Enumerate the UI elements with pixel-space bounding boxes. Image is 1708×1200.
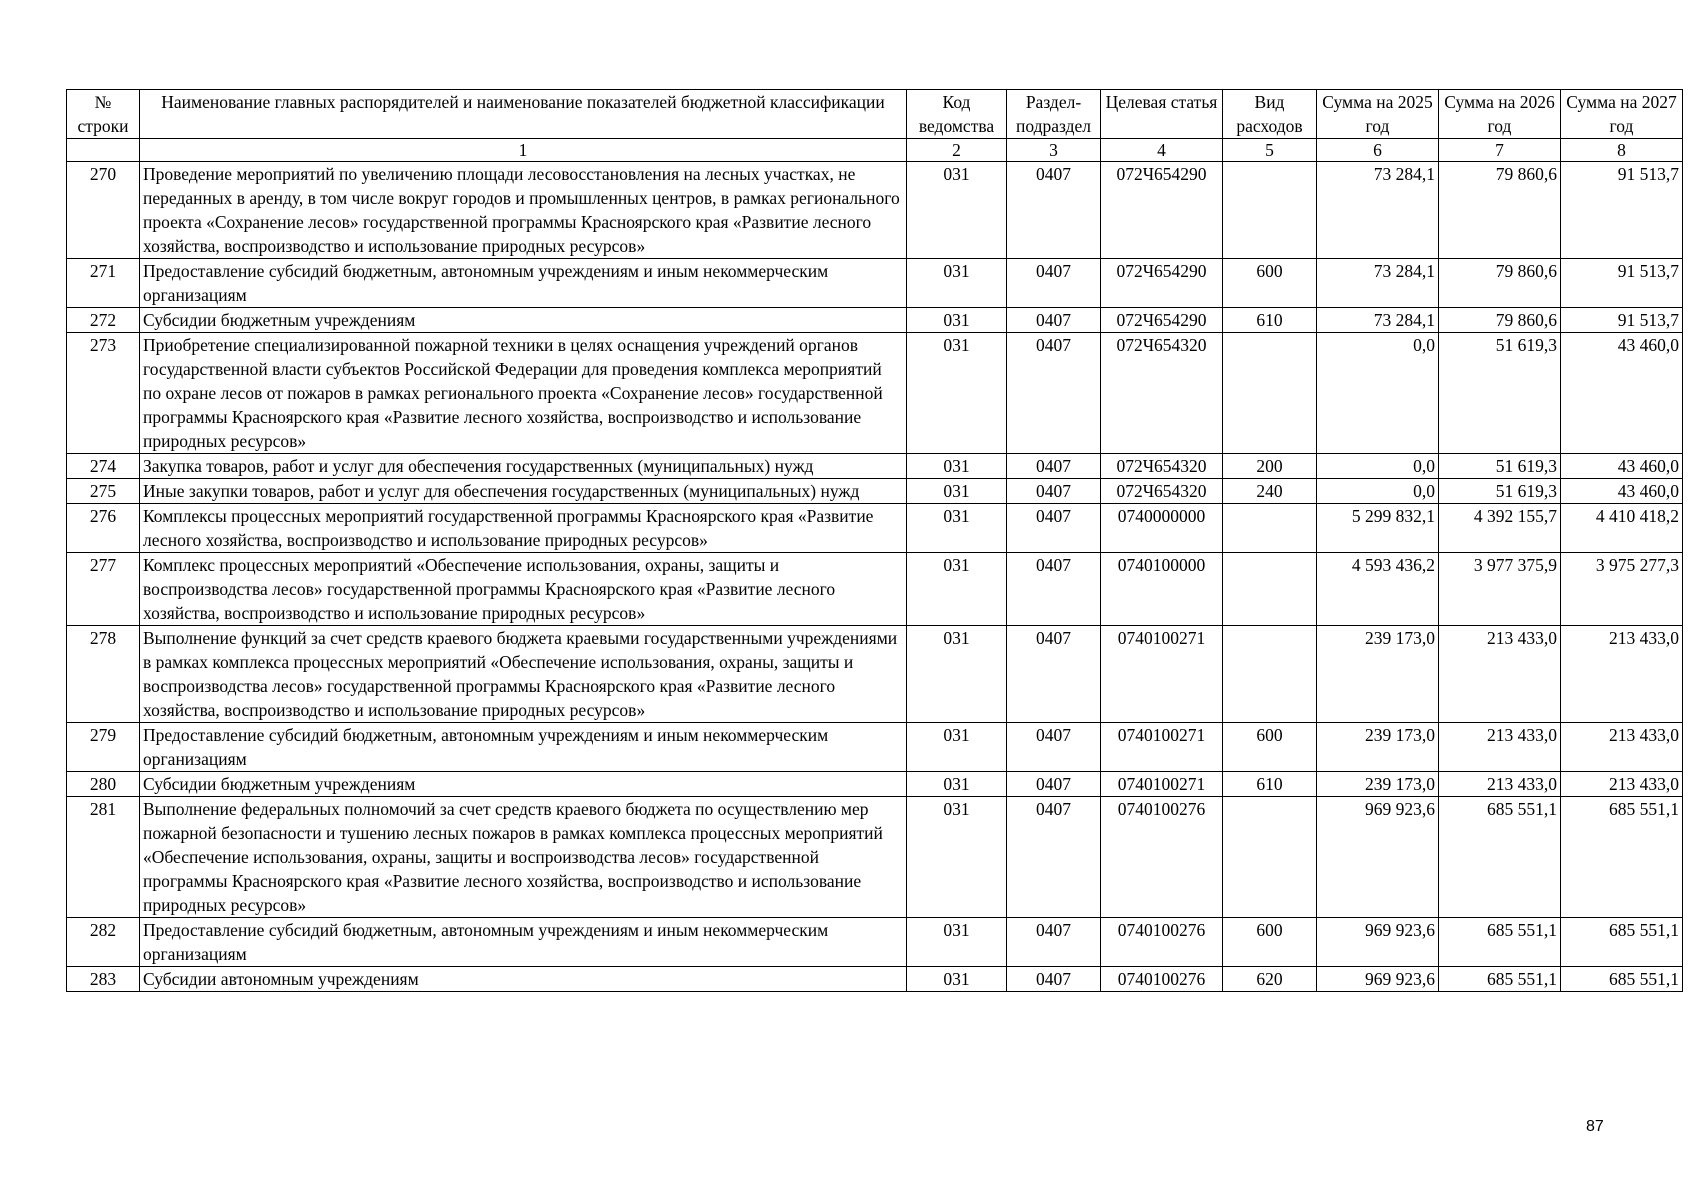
table-row	[67, 479, 1683, 504]
row-name-cell: Комплекс процессных мероприятий «Обеспечение использования, охраны, защиты и воспроизводства лесов» государственной программы Красноярского края «Развитие лесного хозяйства, воспроизводство и использование природных ресурсов»	[140, 553, 907, 626]
section-cell: 0407	[1007, 504, 1101, 553]
dept-code-cell: 031	[907, 772, 1007, 797]
row-name-cell: Комплексы процессных мероприятий государственной программы Красноярского края «Развитие лесного хозяйства, воспроизводство и использование природных ресурсов»	[140, 504, 907, 553]
section-cell: 0407	[1007, 259, 1101, 308]
row-name-cell: Выполнение функций за счет средств краевого бюджета краевыми государственными учреждениями в рамках комплекса процессных мероприятий «Обеспечение использования, охраны, защиты и воспроизводства лесов» государственной программы Красноярского края «Развитие лесного хозяйства, воспроизводство и использование природных ресурсов»	[140, 626, 907, 723]
row-name-cell: Субсидии бюджетным учреждениям	[140, 772, 907, 797]
sum-2025-cell: 73 284,1	[1317, 308, 1439, 333]
target-cell: 072Ч654320	[1101, 454, 1223, 479]
expense-type-cell	[1223, 504, 1317, 553]
sum-2025-cell: 239 173,0	[1317, 723, 1439, 772]
target-cell: 0740000000	[1101, 504, 1223, 553]
column-number: 4	[1101, 139, 1223, 162]
row-name-cell: Закупка товаров, работ и услуг для обеспечения государственных (муниципальных) нужд	[140, 454, 907, 479]
expense-type-cell: 600	[1223, 723, 1317, 772]
table-row	[67, 504, 1683, 553]
sum-2027-cell: 213 433,0	[1561, 723, 1683, 772]
table-row	[67, 454, 1683, 479]
section-cell: 0407	[1007, 479, 1101, 504]
sum-2026-cell: 79 860,6	[1439, 162, 1561, 259]
sum-2026-cell: 685 551,1	[1439, 918, 1561, 967]
row-name-cell: Выполнение федеральных полномочий за счет средств краевого бюджета по осуществлению мер пожарной безопасности и тушению лесных пожаров в рамках комплекса процессных мероприятий «Обеспечение использования, охраны, защиты и воспроизводства лесов» государственной программы Красноярского края «Развитие лесного хозяйства, воспроизводство и использование природных ресурсов»	[140, 797, 907, 918]
target-cell: 0740100000	[1101, 553, 1223, 626]
dept-code-cell: 031	[907, 553, 1007, 626]
target-cell: 0740100271	[1101, 723, 1223, 772]
section-cell: 0407	[1007, 772, 1101, 797]
header-row-no: № строки	[67, 90, 140, 139]
target-cell: 072Ч654290	[1101, 259, 1223, 308]
row-name-cell: Иные закупки товаров, работ и услуг для обеспечения государственных (муниципальных) нужд	[140, 479, 907, 504]
sum-2026-cell: 213 433,0	[1439, 626, 1561, 723]
sum-2027-cell: 91 513,7	[1561, 308, 1683, 333]
header-sum-2026: Сумма на 2026 год	[1439, 90, 1561, 139]
dept-code-cell: 031	[907, 259, 1007, 308]
row-number-cell: 283	[67, 967, 140, 992]
dept-code-cell: 031	[907, 308, 1007, 333]
row-number-cell: 281	[67, 797, 140, 918]
sum-2027-cell: 685 551,1	[1561, 797, 1683, 918]
target-cell: 0740100271	[1101, 626, 1223, 723]
expense-type-cell: 610	[1223, 772, 1317, 797]
section-cell: 0407	[1007, 626, 1101, 723]
sum-2027-cell: 43 460,0	[1561, 454, 1683, 479]
row-number-cell: 278	[67, 626, 140, 723]
section-cell: 0407	[1007, 454, 1101, 479]
section-cell: 0407	[1007, 918, 1101, 967]
target-cell: 072Ч654320	[1101, 333, 1223, 454]
sum-2026-cell: 79 860,6	[1439, 259, 1561, 308]
target-cell: 0740100276	[1101, 797, 1223, 918]
row-name-cell: Предоставление субсидий бюджетным, автономным учреждениям и иным некоммерческим организациям	[140, 723, 907, 772]
expense-type-cell	[1223, 553, 1317, 626]
table-row	[67, 162, 1683, 259]
sum-2025-cell: 4 593 436,2	[1317, 553, 1439, 626]
expense-type-cell: 600	[1223, 259, 1317, 308]
dept-code-cell: 031	[907, 333, 1007, 454]
header-name: Наименование главных распорядителей и наименование показателей бюджетной классификации	[140, 90, 907, 139]
table-row	[67, 967, 1683, 992]
dept-code-cell: 031	[907, 504, 1007, 553]
row-number-cell: 279	[67, 723, 140, 772]
table-row	[67, 723, 1683, 772]
column-number: 8	[1561, 139, 1683, 162]
sum-2025-cell: 0,0	[1317, 333, 1439, 454]
table-body	[67, 162, 1683, 992]
sum-2025-cell: 239 173,0	[1317, 772, 1439, 797]
column-number: 5	[1223, 139, 1317, 162]
sum-2027-cell: 213 433,0	[1561, 772, 1683, 797]
section-cell: 0407	[1007, 162, 1101, 259]
page-number: 87	[1586, 1118, 1604, 1135]
expense-type-cell	[1223, 797, 1317, 918]
header-section: Раздел- подраздел	[1007, 90, 1101, 139]
table-row	[67, 772, 1683, 797]
column-number-row	[67, 139, 1683, 162]
budget-table	[66, 89, 1683, 992]
expense-type-cell: 200	[1223, 454, 1317, 479]
table-row	[67, 333, 1683, 454]
sum-2026-cell: 4 392 155,7	[1439, 504, 1561, 553]
section-cell: 0407	[1007, 553, 1101, 626]
row-name-cell: Субсидии автономным учреждениям	[140, 967, 907, 992]
row-number-cell: 271	[67, 259, 140, 308]
sum-2026-cell: 685 551,1	[1439, 967, 1561, 992]
sum-2026-cell: 213 433,0	[1439, 723, 1561, 772]
sum-2027-cell: 43 460,0	[1561, 479, 1683, 504]
target-cell: 072Ч654290	[1101, 308, 1223, 333]
row-number-cell: 280	[67, 772, 140, 797]
header-dept-code: Код ведомства	[907, 90, 1007, 139]
expense-type-cell	[1223, 162, 1317, 259]
row-name-cell: Предоставление субсидий бюджетным, автономным учреждениям и иным некоммерческим организациям	[140, 918, 907, 967]
sum-2026-cell: 213 433,0	[1439, 772, 1561, 797]
sum-2026-cell: 685 551,1	[1439, 797, 1561, 918]
expense-type-cell	[1223, 626, 1317, 723]
expense-type-cell	[1223, 333, 1317, 454]
sum-2027-cell: 685 551,1	[1561, 967, 1683, 992]
dept-code-cell: 031	[907, 918, 1007, 967]
section-cell: 0407	[1007, 308, 1101, 333]
row-name-cell: Предоставление субсидий бюджетным, автономным учреждениям и иным некоммерческим организациям	[140, 259, 907, 308]
row-number-cell: 275	[67, 479, 140, 504]
section-cell: 0407	[1007, 967, 1101, 992]
sum-2026-cell: 51 619,3	[1439, 333, 1561, 454]
sum-2027-cell: 43 460,0	[1561, 333, 1683, 454]
header-sum-2025: Сумма на 2025 год	[1317, 90, 1439, 139]
sum-2025-cell: 73 284,1	[1317, 162, 1439, 259]
sum-2026-cell: 51 619,3	[1439, 479, 1561, 504]
row-number-cell: 276	[67, 504, 140, 553]
row-number-cell: 282	[67, 918, 140, 967]
row-number-cell: 277	[67, 553, 140, 626]
section-cell: 0407	[1007, 797, 1101, 918]
row-number-cell: 270	[67, 162, 140, 259]
budget-table-container	[66, 89, 1682, 992]
sum-2025-cell: 969 923,6	[1317, 918, 1439, 967]
section-cell: 0407	[1007, 333, 1101, 454]
sum-2027-cell: 213 433,0	[1561, 626, 1683, 723]
column-number: 3	[1007, 139, 1101, 162]
table-row	[67, 626, 1683, 723]
expense-type-cell: 620	[1223, 967, 1317, 992]
expense-type-cell: 240	[1223, 479, 1317, 504]
column-number: 1	[140, 139, 907, 162]
target-cell: 072Ч654320	[1101, 479, 1223, 504]
sum-2025-cell: 969 923,6	[1317, 797, 1439, 918]
dept-code-cell: 031	[907, 162, 1007, 259]
sum-2025-cell: 0,0	[1317, 454, 1439, 479]
table-row	[67, 918, 1683, 967]
table-row	[67, 259, 1683, 308]
sum-2027-cell: 3 975 277,3	[1561, 553, 1683, 626]
dept-code-cell: 031	[907, 454, 1007, 479]
table-row	[67, 553, 1683, 626]
target-cell: 0740100276	[1101, 918, 1223, 967]
target-cell: 0740100271	[1101, 772, 1223, 797]
sum-2025-cell: 969 923,6	[1317, 967, 1439, 992]
sum-2027-cell: 91 513,7	[1561, 162, 1683, 259]
row-name-cell: Приобретение специализированной пожарной техники в целях оснащения учреждений органов государственной власти субъектов Российской Федерации для проведения комплекса мероприятий по охране лесов от пожаров в рамках регионального проекта «Сохранение лесов» государственной программы Красноярского края «Развитие лесного хозяйства, воспроизводство и использование природных ресурсов»	[140, 333, 907, 454]
dept-code-cell: 031	[907, 797, 1007, 918]
sum-2026-cell: 79 860,6	[1439, 308, 1561, 333]
row-name-cell: Субсидии бюджетным учреждениям	[140, 308, 907, 333]
table-header-row	[67, 90, 1683, 139]
table-row	[67, 308, 1683, 333]
row-number-cell: 273	[67, 333, 140, 454]
column-number: 7	[1439, 139, 1561, 162]
header-target: Целевая статья	[1101, 90, 1223, 139]
column-number: 2	[907, 139, 1007, 162]
column-number-blank	[67, 139, 140, 162]
dept-code-cell: 031	[907, 723, 1007, 772]
expense-type-cell: 600	[1223, 918, 1317, 967]
sum-2027-cell: 91 513,7	[1561, 259, 1683, 308]
section-cell: 0407	[1007, 723, 1101, 772]
sum-2025-cell: 239 173,0	[1317, 626, 1439, 723]
row-number-cell: 272	[67, 308, 140, 333]
target-cell: 0740100276	[1101, 967, 1223, 992]
target-cell: 072Ч654290	[1101, 162, 1223, 259]
sum-2027-cell: 4 410 418,2	[1561, 504, 1683, 553]
sum-2027-cell: 685 551,1	[1561, 918, 1683, 967]
header-sum-2027: Сумма на 2027 год	[1561, 90, 1683, 139]
dept-code-cell: 031	[907, 967, 1007, 992]
sum-2026-cell: 3 977 375,9	[1439, 553, 1561, 626]
header-expense-type: Вид расходов	[1223, 90, 1317, 139]
dept-code-cell: 031	[907, 626, 1007, 723]
sum-2025-cell: 73 284,1	[1317, 259, 1439, 308]
sum-2025-cell: 0,0	[1317, 479, 1439, 504]
column-number: 6	[1317, 139, 1439, 162]
dept-code-cell: 031	[907, 479, 1007, 504]
sum-2026-cell: 51 619,3	[1439, 454, 1561, 479]
sum-2025-cell: 5 299 832,1	[1317, 504, 1439, 553]
row-number-cell: 274	[67, 454, 140, 479]
table-row	[67, 797, 1683, 918]
row-name-cell: Проведение мероприятий по увеличению площади лесовосстановления на лесных участках, не переданных в аренду, в том числе вокруг городов и промышленных центров, в рамках регионального проекта «Сохранение лесов» государственной программы Красноярского края «Развитие лесного хозяйства, воспроизводство и использование природных ресурсов»	[140, 162, 907, 259]
expense-type-cell: 610	[1223, 308, 1317, 333]
